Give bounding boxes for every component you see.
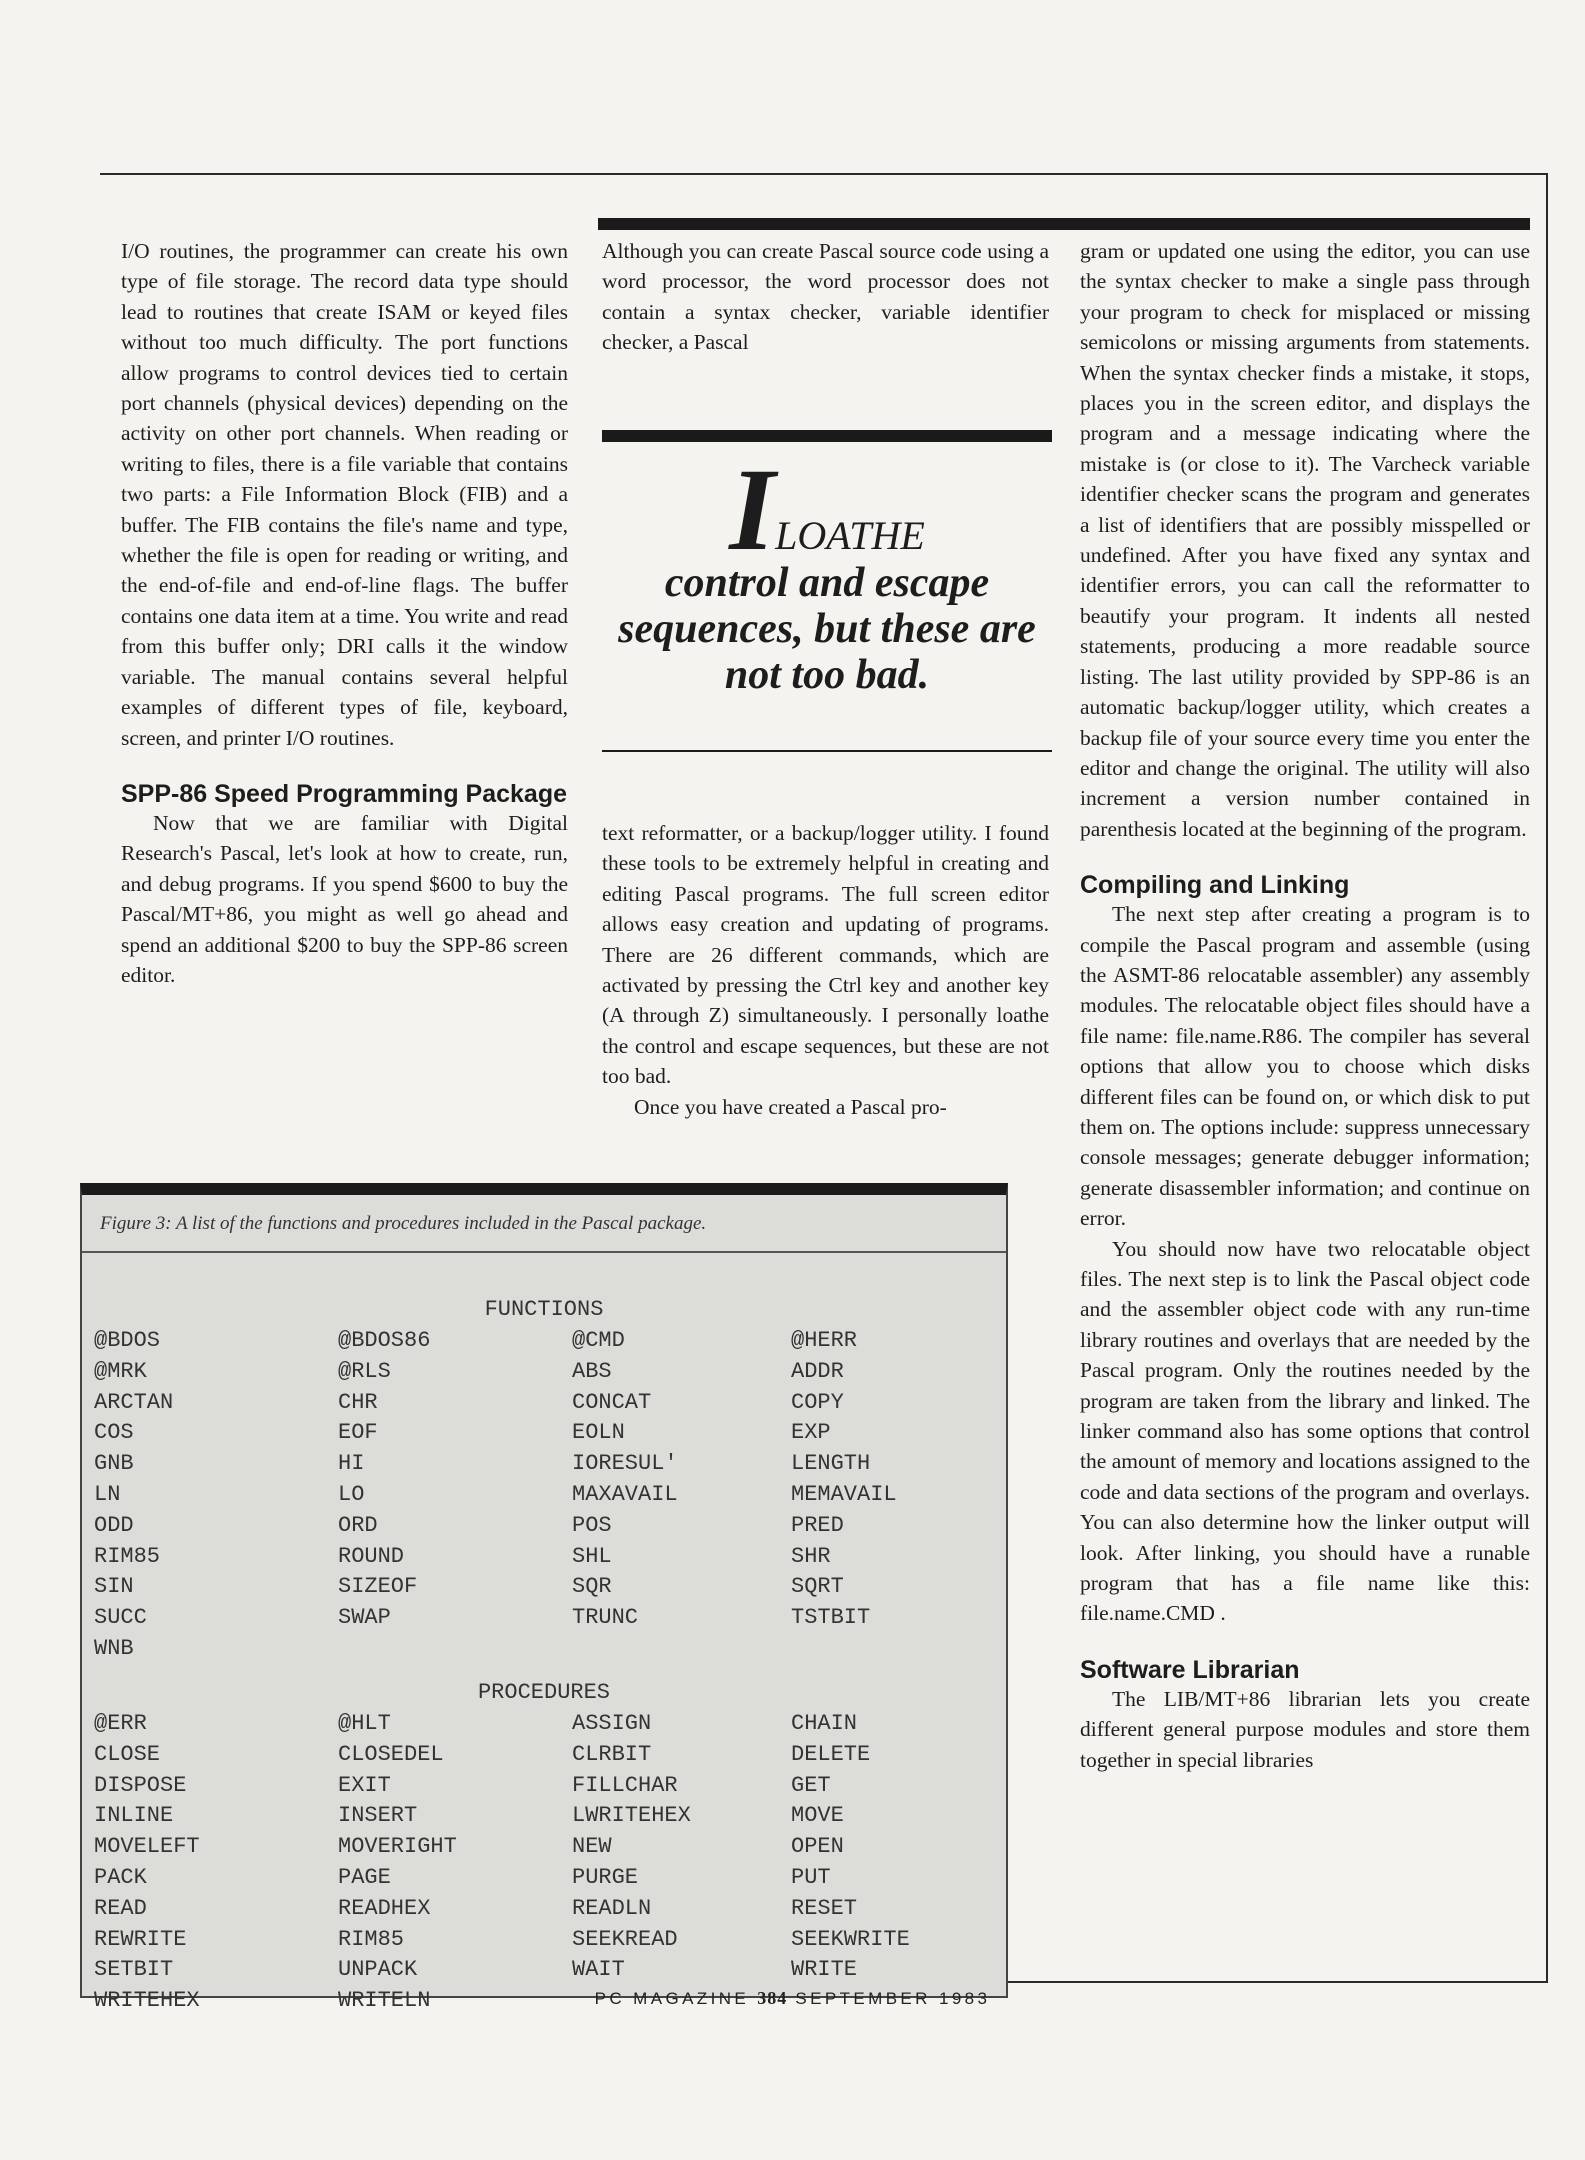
function-name: SIZEOF (338, 1574, 418, 1600)
page-number: 384 (757, 1988, 788, 2008)
figure-caption: Figure 3: A list of the functions and procedures included in the Pascal package. (82, 1195, 1006, 1253)
function-name: @CMD (572, 1328, 625, 1353)
procedure-name: UNPACK (338, 1957, 418, 1983)
procedure-name: WAIT (572, 1957, 625, 1983)
function-name: HI (338, 1451, 365, 1477)
procedure-name: @HLT (338, 1711, 391, 1736)
procedure-name: WRITEHEX (94, 1988, 200, 2014)
paragraph: Once you have created a Pascal pro- (634, 1094, 947, 1119)
issue-date: SEPTEMBER 1983 (795, 1989, 991, 2008)
function-name: COS (94, 1420, 134, 1446)
procedure-name: INSERT (338, 1803, 418, 1829)
article-column-3 (1080, 236, 1530, 1775)
function-name: MAXAVAIL (572, 1481, 678, 1507)
function-name: ROUND (338, 1543, 405, 1569)
paragraph: Now that we are familiar with Digital Research's Pascal, let's look at how to create, run, and debug programs. If you spend $600 to buy the Pascal/MT+86, you might as well go ahead and spend an additional $200 to buy the SPP-86 screen editor. (121, 810, 568, 987)
function-name: @HERR (791, 1328, 858, 1353)
function-name: SHR (791, 1543, 831, 1569)
procedures-list (94, 1709, 1011, 2017)
function-name: POS (572, 1512, 612, 1538)
function-name: LO (338, 1481, 365, 1507)
pullquote-drop-letter: I (729, 444, 776, 575)
pullquote-top-rule (602, 430, 1052, 442)
function-name: LENGTH (791, 1451, 871, 1477)
functions-list (94, 1326, 1011, 1665)
paragraph: gram or updated one using the editor, you can use the syntax checker to make a single pass through your program to check for misplaced or missing semicolons or missing arguments from statements. When the syntax checker finds a mistake, it stops, places you in the screen editor, and displays the program and a message indicating where the mistake is (or close to it). The Varcheck variable identifier checker scans the program and generates a list of identifiers that are possibly misspelled or undefined. After you have fixed any syntax and identifier errors, you can call the reformatter to beautify your program. It indents all nested statements, producing a more readable source listing. The last utility provided by SPP-86 is an automatic backup/logger utility, which creates a backup file of your source every time you enter the editor and change the original. The utility will also increment a version number contained in parenthesis located at the beginning of the program. (1080, 239, 1530, 841)
procedures-title: PROCEDURES (477, 1680, 611, 1705)
procedure-name: LWRITEHEX (572, 1803, 691, 1829)
procedure-name: CLOSEDEL (338, 1741, 444, 1767)
function-name: ODD (94, 1512, 134, 1538)
procedure-name: REWRITE (94, 1926, 187, 1952)
procedure-name: PACK (94, 1864, 147, 1890)
procedure-name: PUT (791, 1864, 831, 1890)
procedure-name: RESET (791, 1895, 858, 1921)
procedure-name: @ERR (94, 1711, 147, 1736)
procedure-name: OPEN (791, 1834, 844, 1860)
function-name: CHR (338, 1389, 378, 1415)
procedure-name: NEW (572, 1834, 612, 1860)
function-name: MEMAVAIL (791, 1481, 897, 1507)
function-name: TSTBIT (791, 1605, 871, 1631)
pullquote-line: LOATHE (775, 513, 925, 558)
function-name: SQRT (791, 1574, 844, 1600)
procedure-name: MOVERIGHT (338, 1834, 457, 1860)
function-name: PRED (791, 1512, 844, 1538)
paragraph: text reformatter, or a backup/logger utility. I found these tools to be extremely helpful in creating and editing Pascal programs. The full screen editor allows easy creation and updating of programs. There are 26 different commands, which are activated by pressing the Ctrl key and another key (A through Z) simultaneously. I personally loathe the control and escape sequences, but these are not too bad. (602, 821, 1049, 1089)
pullquote-line: not too bad. (724, 652, 930, 698)
paragraph: The LIB/MT+86 librarian lets you create different general purpose modules and store them together in special libraries (1080, 1686, 1530, 1772)
procedure-name: READHEX (338, 1895, 431, 1921)
procedure-name: CLOSE (94, 1741, 161, 1767)
function-name: COPY (791, 1389, 844, 1415)
function-name: TRUNC (572, 1605, 639, 1631)
function-name: GNB (94, 1451, 134, 1477)
function-name: @RLS (338, 1358, 391, 1384)
function-name: RIM85 (94, 1543, 161, 1569)
procedure-name: MOVELEFT (94, 1834, 200, 1860)
page-frame-right-rule (1546, 173, 1548, 1983)
function-name: ADDR (791, 1358, 844, 1384)
function-name: CONCAT (572, 1389, 652, 1415)
function-name: SQR (572, 1574, 612, 1600)
procedure-name: WRITE (791, 1957, 858, 1983)
pullquote (602, 444, 1052, 698)
procedure-name: CHAIN (791, 1711, 858, 1736)
function-name: EXP (791, 1420, 831, 1446)
procedure-name: DISPOSE (94, 1772, 187, 1798)
procedure-name: FILLCHAR (572, 1772, 678, 1798)
function-name: LN (94, 1481, 121, 1507)
procedure-name: ASSIGN (572, 1711, 652, 1736)
page-footer (0, 1988, 1585, 2009)
functions-title: FUNCTIONS (484, 1297, 604, 1322)
column-top-bar (598, 218, 1530, 230)
procedure-name: EXIT (338, 1772, 391, 1798)
article-column-2-bottom (602, 818, 1049, 1122)
pullquote-line: control and escape (664, 560, 990, 606)
paragraph: I/O routines, the programmer can create his own type of file storage. The record data type should lead to routines that create ISAM or keyed files without too much difficulty. The port functions allow programs to control devices tied to certain port channels (physical devices) depending on the activity on other port channels. When reading or writing to files, there is a file variable that contains two parts: a File Information Block (FIB) and a buffer. The FIB contains the file's name and type, whether the file is open for reading or writing, and the end-of-file and end-of-line flags. The buffer contains one data item at a time. You write and read from this buffer only; DRI calls it the window variable. The manual contains several helpful examples of different types of file, keyboard, screen, and printer I/O routines. (121, 239, 568, 750)
function-name: SIN (94, 1574, 134, 1600)
procedure-name: READLN (572, 1895, 652, 1921)
function-name: SUCC (94, 1605, 147, 1631)
procedure-name: GET (791, 1772, 831, 1798)
function-name: EOLN (572, 1420, 625, 1446)
paragraph: The next step after creating a program is to compile the Pascal program and assemble (using the ASMT-86 relocatable assembler) any assembly modules. The relocatable object files should have a file name: file.name.R86. The compiler has several options that allow you to choose which disks different files can be found on, or which disk to put them on. The options include: suppress unnecessary console messages; generate debugger information; generate disassembler information; and continue on error. (1080, 902, 1530, 1231)
section-heading: SPP-86 Speed Programming Package (121, 779, 568, 808)
article-column-1 (121, 236, 568, 990)
paragraph: Although you can create Pascal source code using a word processor, the word processor does not contain a syntax checker, variable identifier checker, a Pascal (602, 239, 1049, 355)
section-heading: Software Librarian (1080, 1655, 1300, 1684)
procedure-name: CLRBIT (572, 1741, 652, 1767)
pullquote-line: sequences, but these are (618, 606, 1036, 652)
function-name: SWAP (338, 1605, 391, 1631)
function-name: ORD (338, 1512, 378, 1538)
procedure-name: WRITELN (338, 1988, 431, 2014)
procedure-name: SETBIT (94, 1957, 174, 1983)
procedure-name: DELETE (791, 1741, 871, 1767)
pullquote-bottom-rule (602, 750, 1052, 752)
procedure-name: PURGE (572, 1864, 639, 1890)
paragraph: You should now have two relocatable object files. The next step is to link the Pascal object code and the assembler object code with any run-time library routines and overlays that are needed by the Pascal program. Only the routines needed by the program are taken from the library and linked. The linker command also has some options that control the amount of memory and locations assigned to the code and data sections of the program and overlays. You can also determine how the linker output will look. After linking, you should have a runable program that has a file name like this: file.name.CMD . (1080, 1236, 1530, 1626)
procedure-name: READ (94, 1895, 147, 1921)
function-name: @BDOS86 (338, 1328, 431, 1353)
article-column-2-top (602, 236, 1049, 358)
procedure-name: INLINE (94, 1803, 174, 1829)
procedure-name: MOVE (791, 1803, 844, 1829)
magazine-name: PC MAGAZINE (594, 1989, 750, 2008)
procedure-name: PAGE (338, 1864, 391, 1890)
page-frame-top-rule (100, 173, 1548, 175)
procedure-name: SEEKWRITE (791, 1926, 910, 1952)
function-name: @MRK (94, 1358, 147, 1384)
function-name: @BDOS (94, 1328, 161, 1353)
function-name: SHL (572, 1543, 612, 1569)
procedure-name: RIM85 (338, 1926, 405, 1952)
function-name: IORESUL' (572, 1451, 678, 1477)
function-name: ARCTAN (94, 1389, 174, 1415)
section-heading: Compiling and Linking (1080, 871, 1350, 900)
function-name: ABS (572, 1358, 612, 1384)
function-name: WNB (94, 1635, 134, 1661)
function-name: EOF (338, 1420, 378, 1446)
procedure-name: SEEKREAD (572, 1926, 678, 1952)
